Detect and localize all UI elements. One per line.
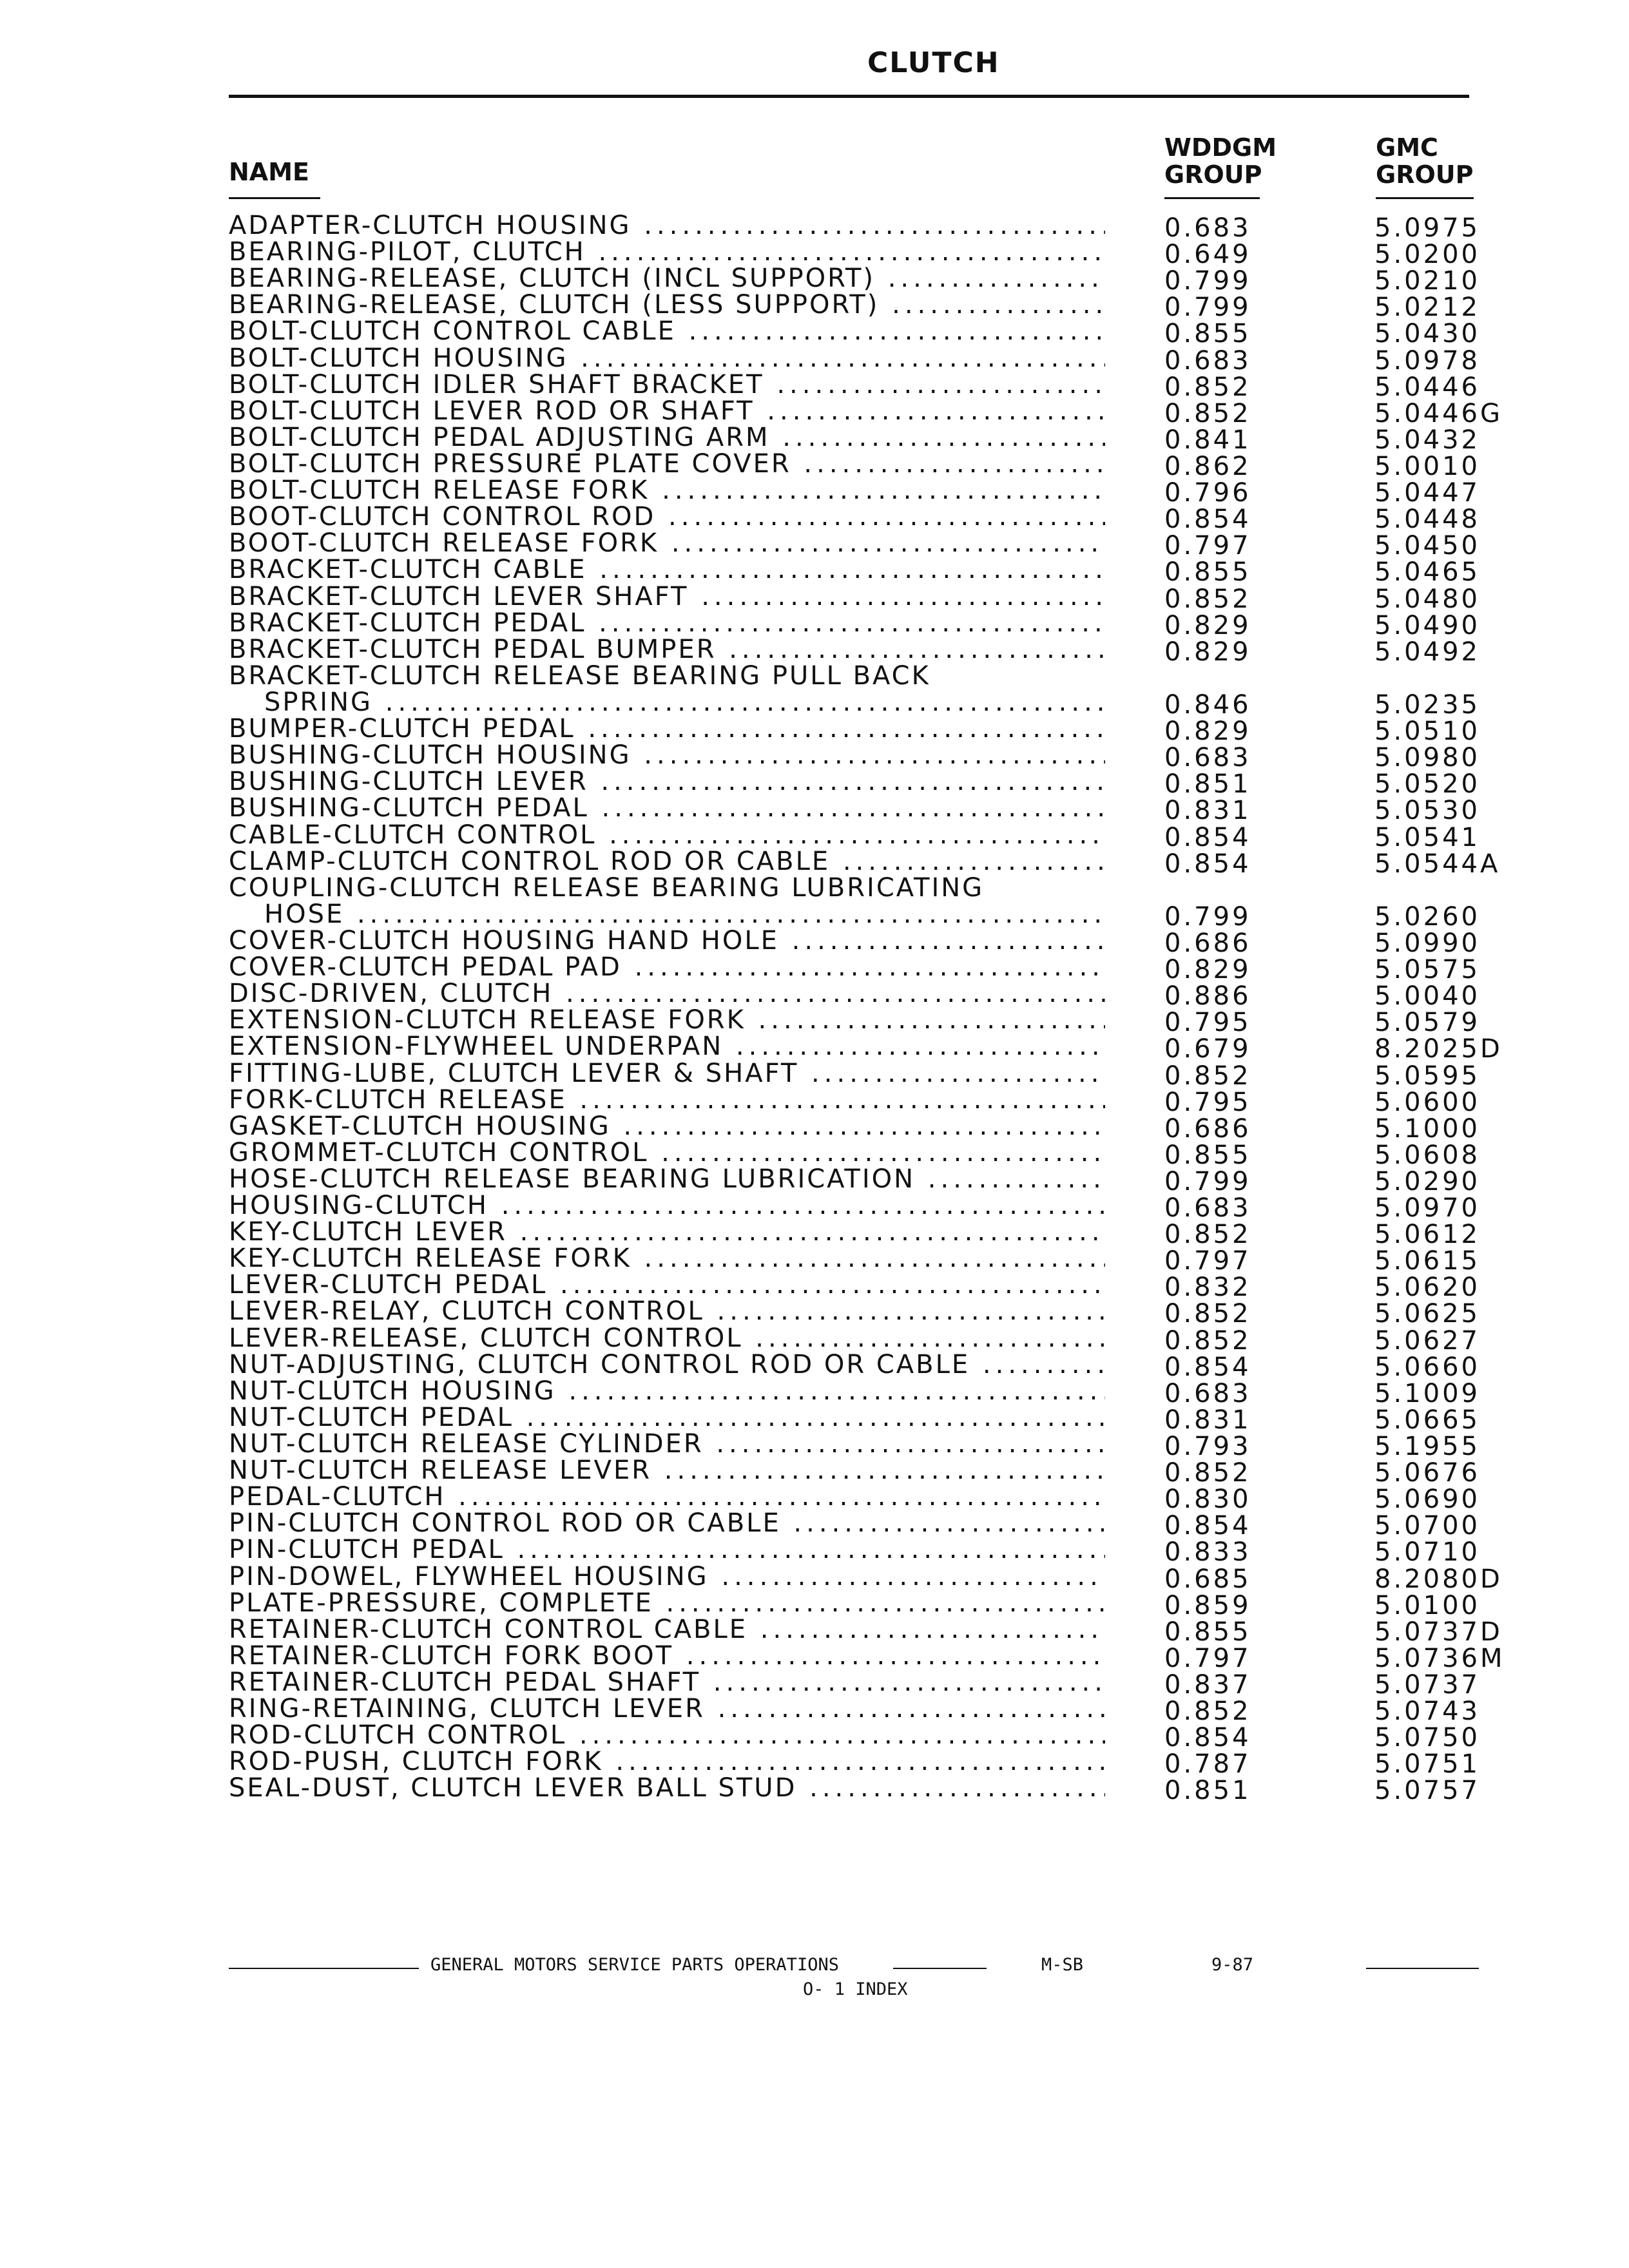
part-name: BOOT-CLUTCH RELEASE FORK ..... — [229, 530, 1105, 557]
table-row — [229, 663, 1511, 689]
part-name: NUT-CLUTCH PEDAL ..... — [229, 1405, 1105, 1431]
table-row — [229, 795, 1511, 826]
gmc-group: 5.0530 — [1374, 796, 1480, 826]
wddgm-group: 0.854 — [1164, 1511, 1251, 1541]
wddgm-group: 0.833 — [1164, 1537, 1251, 1568]
wddgm-group: 0.841 — [1164, 425, 1251, 455]
table-row — [229, 1113, 1511, 1144]
parts-index-table — [229, 213, 1511, 1806]
table-row — [229, 213, 1511, 243]
gmc-group: 5.0615 — [1374, 1246, 1480, 1276]
wddgm-group: 0.837 — [1164, 1670, 1251, 1700]
gmc-group: 5.0757 — [1374, 1776, 1480, 1806]
gmc-group: 5.0010 — [1374, 451, 1480, 481]
table-row — [229, 504, 1511, 535]
part-name: LEVER-RELAY, CLUTCH CONTROL ..... — [229, 1298, 1105, 1325]
table-row — [229, 1669, 1511, 1700]
table-row — [229, 1457, 1511, 1488]
part-name: ROD-PUSH, CLUTCH FORK ..... — [229, 1749, 1105, 1775]
header-gmc-underline — [1376, 197, 1474, 199]
part-name: PEDAL-CLUTCH ..... — [229, 1484, 1105, 1510]
wddgm-group: 0.829 — [1164, 955, 1251, 985]
wddgm-group: 0.855 — [1164, 1140, 1251, 1170]
part-name: ADAPTER-CLUTCH HOUSING ..... — [229, 213, 1105, 239]
gmc-group: 5.0608 — [1374, 1140, 1480, 1170]
table-row — [229, 1404, 1511, 1435]
wddgm-group: 0.854 — [1164, 1723, 1251, 1753]
wddgm-group: 0.829 — [1164, 610, 1251, 640]
part-name: HOUSING-CLUTCH ..... — [229, 1193, 1105, 1219]
gmc-group: 5.0600 — [1374, 1087, 1480, 1117]
gmc-group: 5.0970 — [1374, 1193, 1480, 1224]
gmc-group: 8.2080D — [1374, 1564, 1503, 1594]
gmc-group: 5.0595 — [1374, 1061, 1480, 1091]
gmc-group: 5.0480 — [1374, 584, 1480, 614]
table-row — [229, 1245, 1511, 1276]
table-row — [229, 742, 1511, 773]
gmc-group: 5.0579 — [1374, 1008, 1480, 1038]
gmc-group: 5.0743 — [1374, 1696, 1480, 1727]
wddgm-group: 0.683 — [1164, 1378, 1251, 1408]
part-name: BUSHING-CLUTCH HOUSING ..... — [229, 742, 1105, 769]
table-row — [229, 1272, 1511, 1303]
gmc-group: 5.0737D — [1374, 1617, 1503, 1647]
table-row — [229, 954, 1511, 985]
gmc-group: 5.0200 — [1374, 240, 1480, 270]
gmc-group: 5.0751 — [1374, 1749, 1480, 1780]
footer-code: M-SB — [1041, 1955, 1084, 1975]
part-name: NUT-CLUTCH HOUSING ..... — [229, 1378, 1105, 1405]
part-name: FORK-CLUTCH RELEASE ..... — [229, 1087, 1105, 1113]
gmc-group: 5.0510 — [1374, 716, 1480, 747]
part-name: BRACKET-CLUTCH LEVER SHAFT ..... — [229, 584, 1105, 610]
part-name: PIN-DOWEL, FLYWHEEL HOUSING ..... — [229, 1564, 1105, 1590]
wddgm-group: 0.686 — [1164, 1113, 1251, 1144]
part-name: LEVER-CLUTCH PEDAL ..... — [229, 1272, 1105, 1298]
wddgm-group: 0.854 — [1164, 1352, 1251, 1382]
part-name: BOLT-CLUTCH RELEASE FORK ..... — [229, 477, 1105, 504]
table-row — [229, 477, 1511, 508]
wddgm-group: 0.683 — [1164, 213, 1251, 243]
wddgm-group: 0.829 — [1164, 637, 1251, 667]
table-row — [229, 769, 1511, 800]
header-wddgm-line2: GROUP — [1164, 160, 1262, 189]
table-row — [229, 1642, 1511, 1673]
part-name: BOOT-CLUTCH CONTROL ROD ..... — [229, 504, 1105, 530]
table-row — [229, 398, 1511, 428]
header-wddgm — [1164, 134, 1277, 188]
gmc-group: 5.0575 — [1374, 955, 1480, 985]
wddgm-group: 0.797 — [1164, 1643, 1251, 1673]
table-row — [229, 716, 1511, 747]
part-name: NUT-ADJUSTING, CLUTCH CONTROL ROD OR CABLE ..... — [229, 1352, 1105, 1378]
gmc-group: 5.0430 — [1374, 319, 1480, 349]
table-row — [229, 822, 1511, 852]
gmc-group: 5.0446 — [1374, 372, 1480, 402]
wddgm-group: 0.852 — [1164, 584, 1251, 614]
gmc-group: 5.0541 — [1374, 822, 1480, 852]
part-name: COVER-CLUTCH PEDAL PAD ..... — [229, 954, 1105, 981]
header-name: NAME — [229, 158, 309, 186]
wddgm-group: 0.852 — [1164, 1696, 1251, 1727]
wddgm-group: 0.852 — [1164, 1458, 1251, 1488]
wddgm-group: 0.683 — [1164, 1193, 1251, 1224]
table-row — [229, 1325, 1511, 1356]
table-row — [229, 610, 1511, 640]
table-row — [229, 1086, 1511, 1117]
table-row — [229, 901, 1511, 932]
part-name: BOLT-CLUTCH LEVER ROD OR SHAFT ..... — [229, 398, 1105, 425]
gmc-group: 5.0978 — [1374, 345, 1480, 376]
table-row — [229, 530, 1511, 561]
header-gmc-line1: GMC — [1376, 133, 1438, 162]
wddgm-group: 0.832 — [1164, 1273, 1251, 1303]
footer-rule-middle — [893, 1968, 987, 1969]
part-name: BOLT-CLUTCH IDLER SHAFT BRACKET ..... — [229, 372, 1105, 398]
wddgm-group: 0.852 — [1164, 1061, 1251, 1091]
part-name: KEY-CLUTCH RELEASE FORK ..... — [229, 1245, 1105, 1272]
wddgm-group: 0.851 — [1164, 769, 1251, 800]
gmc-group: 5.0448 — [1374, 505, 1480, 535]
gmc-group: 5.0990 — [1374, 928, 1480, 958]
gmc-group: 5.0212 — [1374, 293, 1480, 323]
wddgm-group: 0.855 — [1164, 319, 1251, 349]
table-row — [229, 239, 1511, 270]
part-name: DISC-DRIVEN, CLUTCH ..... — [229, 981, 1105, 1007]
part-name: BRACKET-CLUTCH CABLE ..... — [229, 557, 1105, 583]
wddgm-group: 0.679 — [1164, 1034, 1251, 1064]
wddgm-group: 0.796 — [1164, 478, 1251, 508]
table-row — [229, 848, 1511, 879]
footer-rule-left — [229, 1968, 419, 1969]
gmc-group: 5.0690 — [1374, 1485, 1480, 1515]
part-name: NUT-CLUTCH RELEASE LEVER ..... — [229, 1457, 1105, 1484]
part-name: HOSE-CLUTCH RELEASE BEARING LUBRICATION ..... — [229, 1166, 1105, 1193]
table-row — [229, 1139, 1511, 1170]
table-row — [229, 371, 1511, 402]
gmc-group: 5.0544A — [1374, 849, 1501, 879]
wddgm-group: 0.831 — [1164, 1405, 1251, 1435]
header-gmc-line2: GROUP — [1376, 160, 1474, 189]
gmc-group: 5.0520 — [1374, 769, 1480, 800]
part-name: BUSHING-CLUTCH LEVER ..... — [229, 769, 1105, 795]
part-name: RETAINER-CLUTCH PEDAL SHAFT ..... — [229, 1669, 1105, 1696]
part-name: SEAL-DUST, CLUTCH LEVER BALL STUD ..... — [229, 1775, 1105, 1802]
part-name: ROD-CLUTCH CONTROL ..... — [229, 1722, 1105, 1749]
part-name: BRACKET-CLUTCH PEDAL ..... — [229, 610, 1105, 637]
table-row — [229, 927, 1511, 958]
gmc-group: 5.0450 — [1374, 531, 1480, 561]
wddgm-group: 0.787 — [1164, 1749, 1251, 1780]
part-name: SPRING ..... — [264, 689, 1105, 716]
table-row — [229, 689, 1511, 720]
part-name: BEARING-RELEASE, CLUTCH (INCL SUPPORT) ..... — [229, 265, 1105, 292]
table-row — [229, 981, 1511, 1012]
wddgm-group: 0.795 — [1164, 1087, 1251, 1117]
gmc-group: 5.0465 — [1374, 557, 1480, 588]
part-name: RING-RETAINING, CLUTCH LEVER ..... — [229, 1696, 1105, 1722]
gmc-group: 5.0625 — [1374, 1299, 1480, 1329]
wddgm-group: 0.830 — [1164, 1485, 1251, 1515]
wddgm-group: 0.829 — [1164, 716, 1251, 747]
part-name: COUPLING-CLUTCH RELEASE BEARING LUBRICATING — [229, 874, 985, 901]
wddgm-group: 0.793 — [1164, 1432, 1251, 1462]
gmc-group: 5.0432 — [1374, 425, 1480, 455]
wddgm-group: 0.862 — [1164, 451, 1251, 481]
part-name: BEARING-RELEASE, CLUTCH (LESS SUPPORT) ..... — [229, 292, 1105, 318]
table-row — [229, 1378, 1511, 1408]
table-row — [229, 345, 1511, 376]
table-row — [229, 1298, 1511, 1329]
footer-index: O- 1 INDEX — [803, 1979, 908, 1999]
gmc-group: 5.0290 — [1374, 1166, 1480, 1196]
wddgm-group: 0.846 — [1164, 689, 1251, 720]
wddgm-group: 0.799 — [1164, 1166, 1251, 1196]
footer-date: 9-87 — [1211, 1955, 1254, 1975]
part-name: COVER-CLUTCH HOUSING HAND HOLE ..... — [229, 928, 1105, 954]
part-name: PIN-CLUTCH PEDAL ..... — [229, 1537, 1105, 1563]
wddgm-group: 0.854 — [1164, 505, 1251, 535]
table-row — [229, 583, 1511, 614]
part-name: BOLT-CLUTCH PEDAL ADJUSTING ARM ..... — [229, 425, 1105, 451]
table-row — [229, 1193, 1511, 1224]
table-row — [229, 1033, 1511, 1064]
table-row — [229, 1616, 1511, 1647]
page-title: CLUTCH — [867, 46, 1000, 79]
table-row — [229, 636, 1511, 667]
table-row — [229, 1510, 1511, 1541]
gmc-group: 5.0975 — [1374, 213, 1480, 243]
wddgm-group: 0.886 — [1164, 981, 1251, 1012]
part-name: BRACKET-CLUTCH PEDAL BUMPER ..... — [229, 637, 1105, 663]
gmc-group: 5.0710 — [1374, 1537, 1480, 1568]
table-row — [229, 1166, 1511, 1196]
wddgm-group: 0.855 — [1164, 557, 1251, 588]
part-name: BOLT-CLUTCH PRESSURE PLATE COVER ..... — [229, 451, 1105, 477]
part-name: BOLT-CLUTCH CONTROL CABLE ..... — [229, 318, 1105, 345]
table-row — [229, 292, 1511, 323]
part-name: EXTENSION-CLUTCH RELEASE FORK ..... — [229, 1007, 1105, 1033]
wddgm-group: 0.799 — [1164, 901, 1251, 932]
part-name: CLAMP-CLUTCH CONTROL ROD OR CABLE ..... — [229, 849, 1105, 875]
wddgm-group: 0.683 — [1164, 743, 1251, 773]
wddgm-group: 0.799 — [1164, 266, 1251, 296]
part-name: LEVER-RELEASE, CLUTCH CONTROL ..... — [229, 1325, 1105, 1352]
table-row — [229, 424, 1511, 455]
part-name: FITTING-LUBE, CLUTCH LEVER & SHAFT ..... — [229, 1061, 1105, 1087]
gmc-group: 5.0235 — [1374, 689, 1480, 720]
gmc-group: 5.0620 — [1374, 1273, 1480, 1303]
gmc-group: 5.0700 — [1374, 1511, 1480, 1541]
wddgm-group: 0.797 — [1164, 531, 1251, 561]
part-name: EXTENSION-FLYWHEEL UNDERPAN ..... — [229, 1033, 1105, 1060]
table-row — [229, 1696, 1511, 1727]
gmc-group: 5.0736M — [1374, 1643, 1505, 1673]
gmc-group: 8.2025D — [1374, 1034, 1503, 1064]
wddgm-group: 0.831 — [1164, 796, 1251, 826]
wddgm-group: 0.859 — [1164, 1590, 1251, 1620]
part-name: BRACKET-CLUTCH RELEASE BEARING PULL BACK — [229, 662, 930, 689]
wddgm-group: 0.797 — [1164, 1246, 1251, 1276]
part-name: BUMPER-CLUTCH PEDAL ..... — [229, 716, 1105, 742]
wddgm-group: 0.852 — [1164, 1325, 1251, 1356]
table-row — [229, 1060, 1511, 1091]
footer-rule-right — [1366, 1968, 1479, 1969]
gmc-group: 5.1000 — [1374, 1113, 1480, 1144]
gmc-group: 5.0660 — [1374, 1352, 1480, 1382]
table-row — [229, 1219, 1511, 1250]
gmc-group: 5.0260 — [1374, 901, 1480, 932]
header-name-underline — [229, 197, 320, 199]
gmc-group: 5.0627 — [1374, 1325, 1480, 1356]
part-name: GASKET-CLUTCH HOUSING ..... — [229, 1113, 1105, 1140]
gmc-group: 5.0447 — [1374, 478, 1480, 508]
gmc-group: 5.0490 — [1374, 610, 1480, 640]
wddgm-group: 0.649 — [1164, 240, 1251, 270]
wddgm-group: 0.854 — [1164, 822, 1251, 852]
part-name: KEY-CLUTCH LEVER ..... — [229, 1219, 1105, 1245]
wddgm-group: 0.854 — [1164, 849, 1251, 879]
wddgm-group: 0.851 — [1164, 1776, 1251, 1806]
table-row — [229, 1431, 1511, 1462]
wddgm-group: 0.683 — [1164, 345, 1251, 376]
gmc-group: 5.1009 — [1374, 1378, 1480, 1408]
gmc-group: 5.0210 — [1374, 266, 1480, 296]
gmc-group: 5.0665 — [1374, 1405, 1480, 1435]
wddgm-group: 0.852 — [1164, 1220, 1251, 1250]
gmc-group: 5.0100 — [1374, 1590, 1480, 1620]
header-gmc — [1376, 134, 1473, 188]
gmc-group: 5.0750 — [1374, 1723, 1480, 1753]
table-row — [229, 557, 1511, 588]
wddgm-group: 0.799 — [1164, 293, 1251, 323]
gmc-group: 5.0492 — [1374, 637, 1480, 667]
gmc-group: 5.1955 — [1374, 1432, 1480, 1462]
part-name: CABLE-CLUTCH CONTROL ..... — [229, 822, 1105, 849]
part-name: BEARING-PILOT, CLUTCH ..... — [229, 239, 1105, 265]
wddgm-group: 0.685 — [1164, 1564, 1251, 1594]
table-row — [229, 1007, 1511, 1038]
part-name: PIN-CLUTCH CONTROL ROD OR CABLE ..... — [229, 1510, 1105, 1537]
wddgm-group: 0.852 — [1164, 398, 1251, 428]
table-row — [229, 1563, 1511, 1594]
table-row — [229, 1722, 1511, 1753]
gmc-group: 5.0612 — [1374, 1220, 1480, 1250]
part-name: NUT-CLUTCH RELEASE CYLINDER ..... — [229, 1431, 1105, 1457]
part-name: RETAINER-CLUTCH CONTROL CABLE ..... — [229, 1617, 1105, 1643]
gmc-group: 5.0446G — [1374, 398, 1503, 428]
wddgm-group: 0.852 — [1164, 1299, 1251, 1329]
table-row — [229, 1484, 1511, 1515]
table-row — [229, 1537, 1511, 1568]
wddgm-group: 0.855 — [1164, 1617, 1251, 1647]
part-name: RETAINER-CLUTCH FORK BOOT ..... — [229, 1643, 1105, 1669]
gmc-group: 5.0980 — [1374, 743, 1480, 773]
table-row — [229, 875, 1511, 901]
header-wddgm-underline — [1164, 197, 1260, 199]
table-row — [229, 265, 1511, 296]
table-row — [229, 1351, 1511, 1382]
footer-publisher: GENERAL MOTORS SERVICE PARTS OPERATIONS — [430, 1955, 839, 1975]
part-name: GROMMET-CLUTCH CONTROL ..... — [229, 1140, 1105, 1166]
part-name: BUSHING-CLUTCH PEDAL ..... — [229, 795, 1105, 822]
wddgm-group: 0.852 — [1164, 372, 1251, 402]
gmc-group: 5.0040 — [1374, 981, 1480, 1012]
title-divider — [229, 95, 1469, 98]
table-row — [229, 318, 1511, 349]
header-wddgm-line1: WDDGM — [1164, 133, 1277, 162]
table-row — [229, 1590, 1511, 1620]
table-row — [229, 1749, 1511, 1780]
gmc-group: 5.0737 — [1374, 1670, 1480, 1700]
gmc-group: 5.0676 — [1374, 1458, 1480, 1488]
part-name: BOLT-CLUTCH HOUSING ..... — [229, 345, 1105, 372]
part-name: PLATE-PRESSURE, COMPLETE ..... — [229, 1590, 1105, 1617]
wddgm-group: 0.686 — [1164, 928, 1251, 958]
table-row — [229, 1775, 1511, 1806]
part-name: HOSE ..... — [264, 901, 1105, 928]
wddgm-group: 0.795 — [1164, 1008, 1251, 1038]
table-row — [229, 450, 1511, 481]
